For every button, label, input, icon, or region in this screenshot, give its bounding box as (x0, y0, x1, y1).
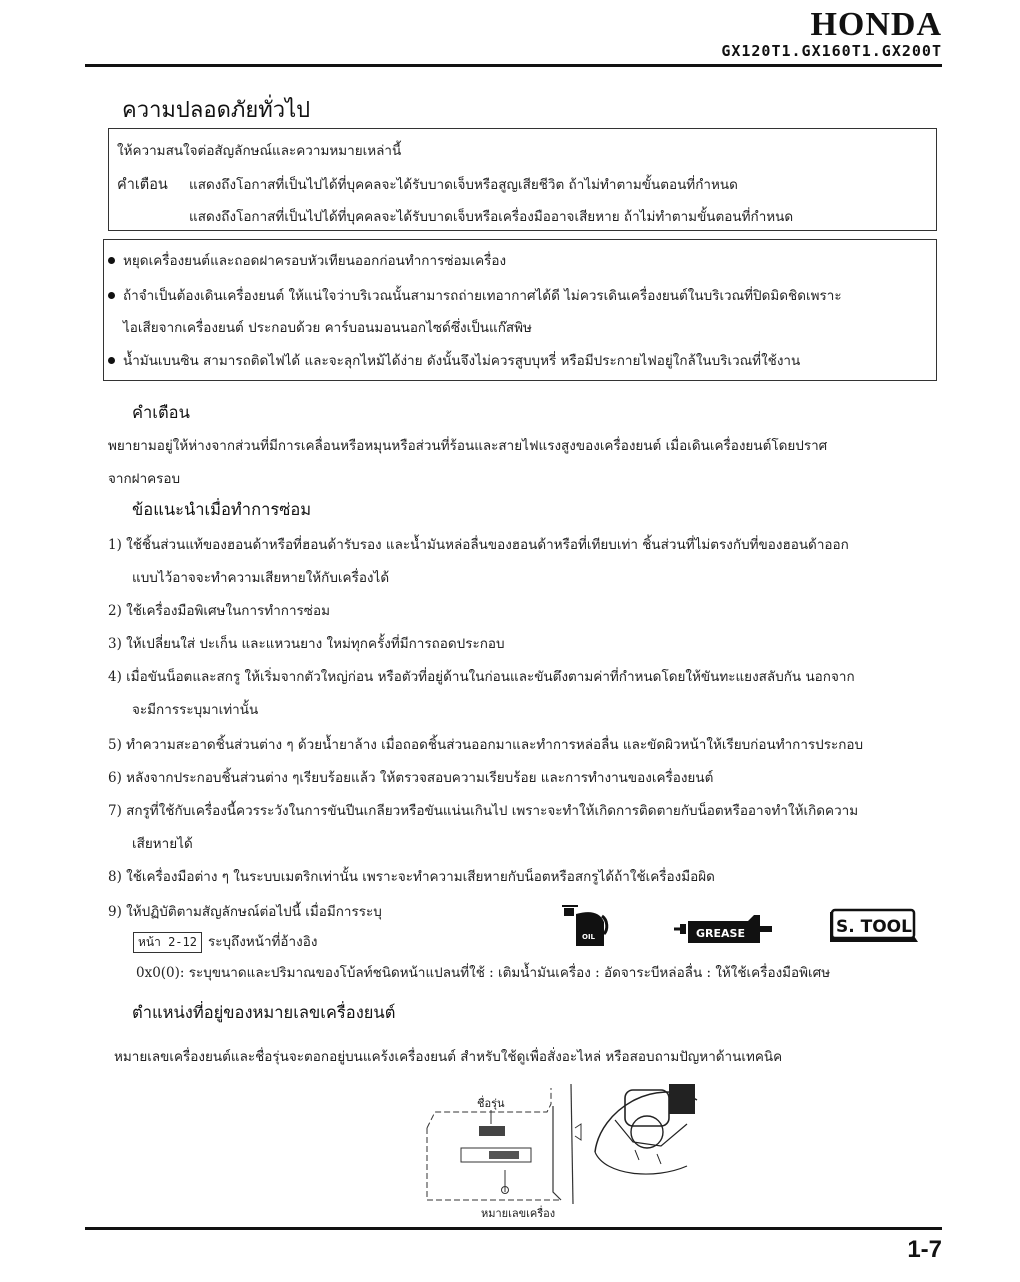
tip-item: 3) ให้เปลี่ยนใส่ ปะเก็น และแหวนยาง ใหม่ทุกครั้งที่มีการถอดประกอบ (108, 636, 505, 652)
tip-item-continued: เสียหายได้ (132, 836, 193, 852)
page-title: ความปลอดภัยทั่วไป (122, 98, 311, 123)
model-name-label: ชื่อรุ่น (477, 1097, 505, 1110)
reference-text: ระบุถึงหน้าที่อ้างอิง (207, 934, 318, 950)
bullet-icon (108, 292, 115, 299)
safety-item (108, 284, 842, 306)
tip-item: 8) ใช้เครื่องมือต่าง ๆ ในระบบเมตริกเท่านั้น เพราะจะทำความเสียหายกับน็อตหรือสกรูได้ถ้าใช้เครื่องมือผิด (108, 869, 715, 885)
safety-item-text: หยุดเครื่องยนต์และถอดฝาครอบหัวเทียนออกก่อนทำการซ่อมเครื่อง (123, 253, 507, 269)
tips-heading: ข้อแนะนำเมื่อทำการซ่อม (132, 500, 312, 519)
notice-line-2: แสดงถึงโอกาสที่เป็นไปได้ที่บุคคลจะได้รับบาดเจ็บหรือเครื่องมืออาจเสียหาย ถ้าไม่ทำตามขั้นตอนที่กำหนด (189, 209, 794, 225)
warning-line-2: จากฝาครอบ (108, 471, 181, 487)
grease-label: GREASE (696, 927, 745, 940)
safety-item-text: ถ้าจำเป็นต้องเดินเครื่องยนต์ ให้แน่ใจว่าบริเวณนั้นสามารถถ่ายเทอากาศได้ดี ไม่ควรเดินเครื่องยนต์ในบริเวณที่ปิดมิดชิดเพราะ (123, 288, 842, 304)
warning-heading: คำเตือน (132, 403, 190, 422)
crankcase-drawing (425, 1080, 705, 1220)
tip-item: 7) สกรูที่ใช้กับเครื่องนี้ควรระวังในการขันปีนเกลียวหรือขันแน่นเกินไป เพราะจะทำให้เกิดการติดตายกับน็อตหรืออาจทำให้เกิดความ (108, 803, 859, 819)
oil-can-icon (560, 902, 610, 948)
oil-label: OIL (582, 933, 596, 941)
page-number: 1-7 (907, 1236, 942, 1263)
tip-item: 5) ทำความสะอาดชิ้นส่วนต่าง ๆ ด้วยน้ำยาล้าง เมื่อถอดชิ้นส่วนออกมาและทำการหล่อลื่น และขัดผิวหน้าให้เรียบก่อนทำการประกอบ (108, 737, 864, 753)
brand-logo: HONDA (810, 6, 942, 43)
tip-item: 4) เมื่อขันน็อตและสกรู ให้เริ่มจากตัวใหญ่ก่อน หรือตัวที่อยู่ด้านในก่อนและขันตึงตามค่าที่กำหนดโดยให้ขันทะแยงสลับกัน นอกจาก (108, 669, 855, 685)
model-name-plate (479, 1126, 505, 1136)
safety-item-text: น้ำมันเบนซิน สามารถติดไฟได้ และจะลุกไหม้ได้ง่าย ดังนั้นจึงไม่ควรสูบบุหรี่ หรือมีประกายไฟอยู่ใกล้ในบริเวณที่ใช้งาน (123, 353, 801, 369)
location-heading: ตำแหน่งที่อยู่ของหมายเลขเครื่องยนต์ (132, 1003, 396, 1022)
notice-line-1: แสดงถึงโอกาสที่เป็นไปได้ที่บุคคลจะได้รับบาดเจ็บหรือสูญเสียชีวิต ถ้าไม่ทำตามขั้นตอนที่กำหนด (189, 177, 738, 193)
engine-number-diagram (425, 1080, 705, 1220)
tool-label: S. TOOL (836, 917, 912, 937)
grease-gun-icon (674, 912, 774, 946)
location-text: หมายเลขเครื่องยนต์และชื่อรุ่นจะตอกอยู่บนแคร้งเครื่องยนต์ สำหรับใช้ดูเพื่อสั่งอะไหล่ หรือสอบถามปัญหาด้านเทคนิค (114, 1049, 783, 1065)
warning-line-1: พยายามอยู่ให้ห่างจากส่วนที่มีการเคลื่อนหรือหมุนหรือส่วนที่ร้อนและสายไฟแรงสูงของเครื่องยนต์ เมื่อเดินเครื่องยนต์โดยปราศ (108, 438, 828, 454)
tip-item: 6) หลังจากประกอบชิ้นส่วนต่าง ๆเรียบร้อยแล้ว ให้ตรวจสอบความเรียบร้อย และการทำงานของเครื่องยนต์ (108, 770, 714, 786)
serial-number-label: หมายเลขเครื่อง (481, 1207, 556, 1220)
tip-item-continued: จะมีการระบุมาเท่านั้น (132, 702, 259, 718)
footer-rule (85, 1227, 942, 1230)
page-reference-tag: หน้า 2-12 (133, 932, 202, 953)
safety-item-continued: ไอเสียจากเครื่องยนต์ ประกอบด้วย คาร์บอนมอนนอกไซด์ซึ่งเป็นแก๊สพิษ (123, 320, 532, 336)
safety-item (108, 349, 800, 371)
special-tool-icon (826, 906, 922, 950)
header-rule (85, 64, 942, 67)
safety-box (103, 239, 937, 381)
notice-box (108, 128, 937, 231)
bullet-icon (108, 357, 115, 364)
reference-row (133, 930, 317, 953)
notice-label: คำเตือน (117, 177, 168, 193)
model-code: GX120T1.GX160T1.GX200T (721, 42, 942, 60)
tip-item-continued: แบบไว้อาจจะทำความเสียหายให้กับเครื่องได้ (132, 570, 390, 586)
tip-item: 1) ใช้ชิ้นส่วนแท้ของฮอนด้าหรือที่ฮอนด้ารับรอง และน้ำมันหล่อลื่นของฮอนด้าหรือที่เทียบเท่า ชิ้นส่วนที่ไม่ตรงกับที่ของฮอนด้าออก (108, 537, 849, 553)
notice-intro: ให้ความสนใจต่อสัญลักษณ์และความหมายเหล่านี้ (117, 143, 402, 159)
tip-item: 9) ให้ปฏิบัติตามสัญลักษณ์ต่อไปนี้ เมื่อมีการระบุ (108, 904, 382, 920)
tip-item: 2) ใช้เครื่องมือพิเศษในการทำการซ่อม (108, 603, 330, 619)
bullet-icon (108, 257, 115, 264)
safety-item (108, 249, 506, 271)
symbol-legend: 0x0(0): ระบุขนาดและปริมาณของโบ้ลท์ชนิดหน้าแปลนที่ใช้ : เติมน้ำมันเครื่อง : อัดจาระบีหล่อลื่น : ให้ใช้เครื่องมือพิเศษ (136, 965, 831, 981)
